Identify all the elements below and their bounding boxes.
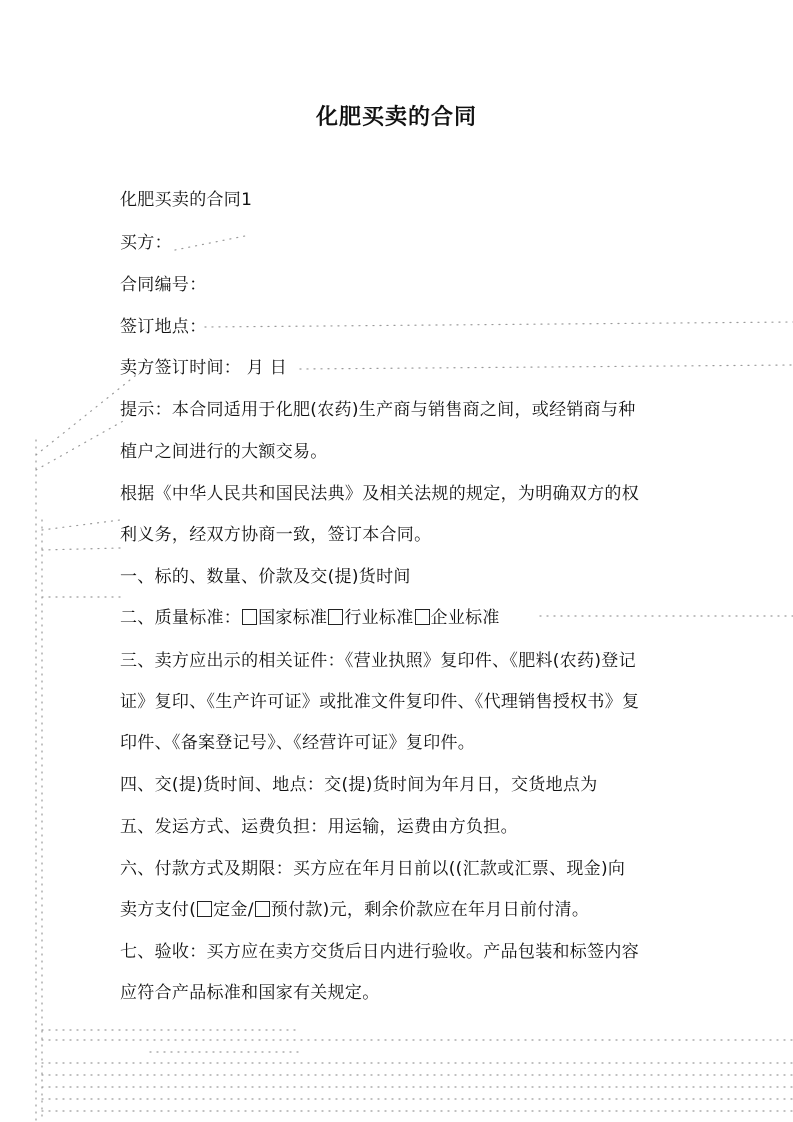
checkbox-national-standard[interactable] — [242, 609, 257, 625]
clause-6-2-option-1: 定金/ — [213, 900, 254, 920]
clause-6-line-2 — [120, 899, 589, 921]
clause-2 — [120, 607, 500, 629]
clause-3-line-1: 三、卖方应出示的相关证件：《营业执照》复印件、《肥料(农药)登记 — [120, 651, 636, 671]
clause-2-option-2: 行业标准 — [344, 608, 414, 628]
note-line-1: 提示：本合同适用于化肥(农药)生产商与销售商之间，或经销商与种 — [120, 400, 636, 420]
buyer-field: 买方： — [120, 233, 172, 253]
clause-2-option-1: 国家标准 — [258, 608, 328, 628]
contract-number-field: 合同编号： — [120, 275, 207, 295]
clause-6-2-prefix: 卖方支付( — [120, 900, 197, 920]
clause-6-line-1: 六、付款方式及期限：买方应在年月日前以((汇款或汇票、现金)向 — [120, 859, 626, 879]
seller-sign-time-field: 卖方签订时间： 月 日 — [120, 358, 288, 378]
basis-line-1: 根据《中华人民共和国民法典》及相关法规的规定，为明确双方的权 — [120, 484, 639, 504]
checkbox-deposit[interactable] — [197, 901, 212, 917]
basis-line-2: 利义务，经双方协商一致，签订本合同。 — [120, 525, 432, 545]
clause-7-line-1: 七、验收：买方应在卖方交货后日内进行验收。产品包装和标签内容 — [120, 942, 639, 962]
clause-2-prefix: 二、质量标准： — [120, 608, 242, 628]
checkbox-enterprise-standard[interactable] — [415, 609, 430, 625]
clause-3-line-3: 印件、《备案登记号》、《经营许可证》复印件。 — [120, 733, 476, 753]
clause-7-line-2: 应符合产品标准和国家有关规定。 — [120, 983, 380, 1003]
clause-3-line-2: 证》复印、《生产许可证》或批准文件复印件、《代理销售授权书》复 — [120, 692, 640, 712]
clause-2-option-3: 企业标准 — [430, 608, 500, 628]
document-subtitle: 化肥买卖的合同1 — [120, 190, 253, 210]
clause-6-2-option-2: 预付款)元，剩余价款应在年月日前付清。 — [270, 900, 590, 920]
clause-4: 四、交(提)货时间、地点：交(提)货时间为年月日，交货地点为 — [120, 775, 598, 795]
document-title: 化肥买卖的合同 — [315, 105, 477, 130]
checkbox-industry-standard[interactable] — [328, 609, 343, 625]
checkbox-advance-payment[interactable] — [255, 901, 270, 917]
clause-5: 五、发运方式、运费负担：用运输，运费由方负担。 — [120, 817, 518, 837]
sign-place-field: 签订地点： — [120, 317, 207, 337]
clause-1: 一、标的、数量、价款及交(提)货时间 — [120, 567, 411, 587]
note-line-2: 植户之间进行的大额交易。 — [120, 442, 328, 462]
